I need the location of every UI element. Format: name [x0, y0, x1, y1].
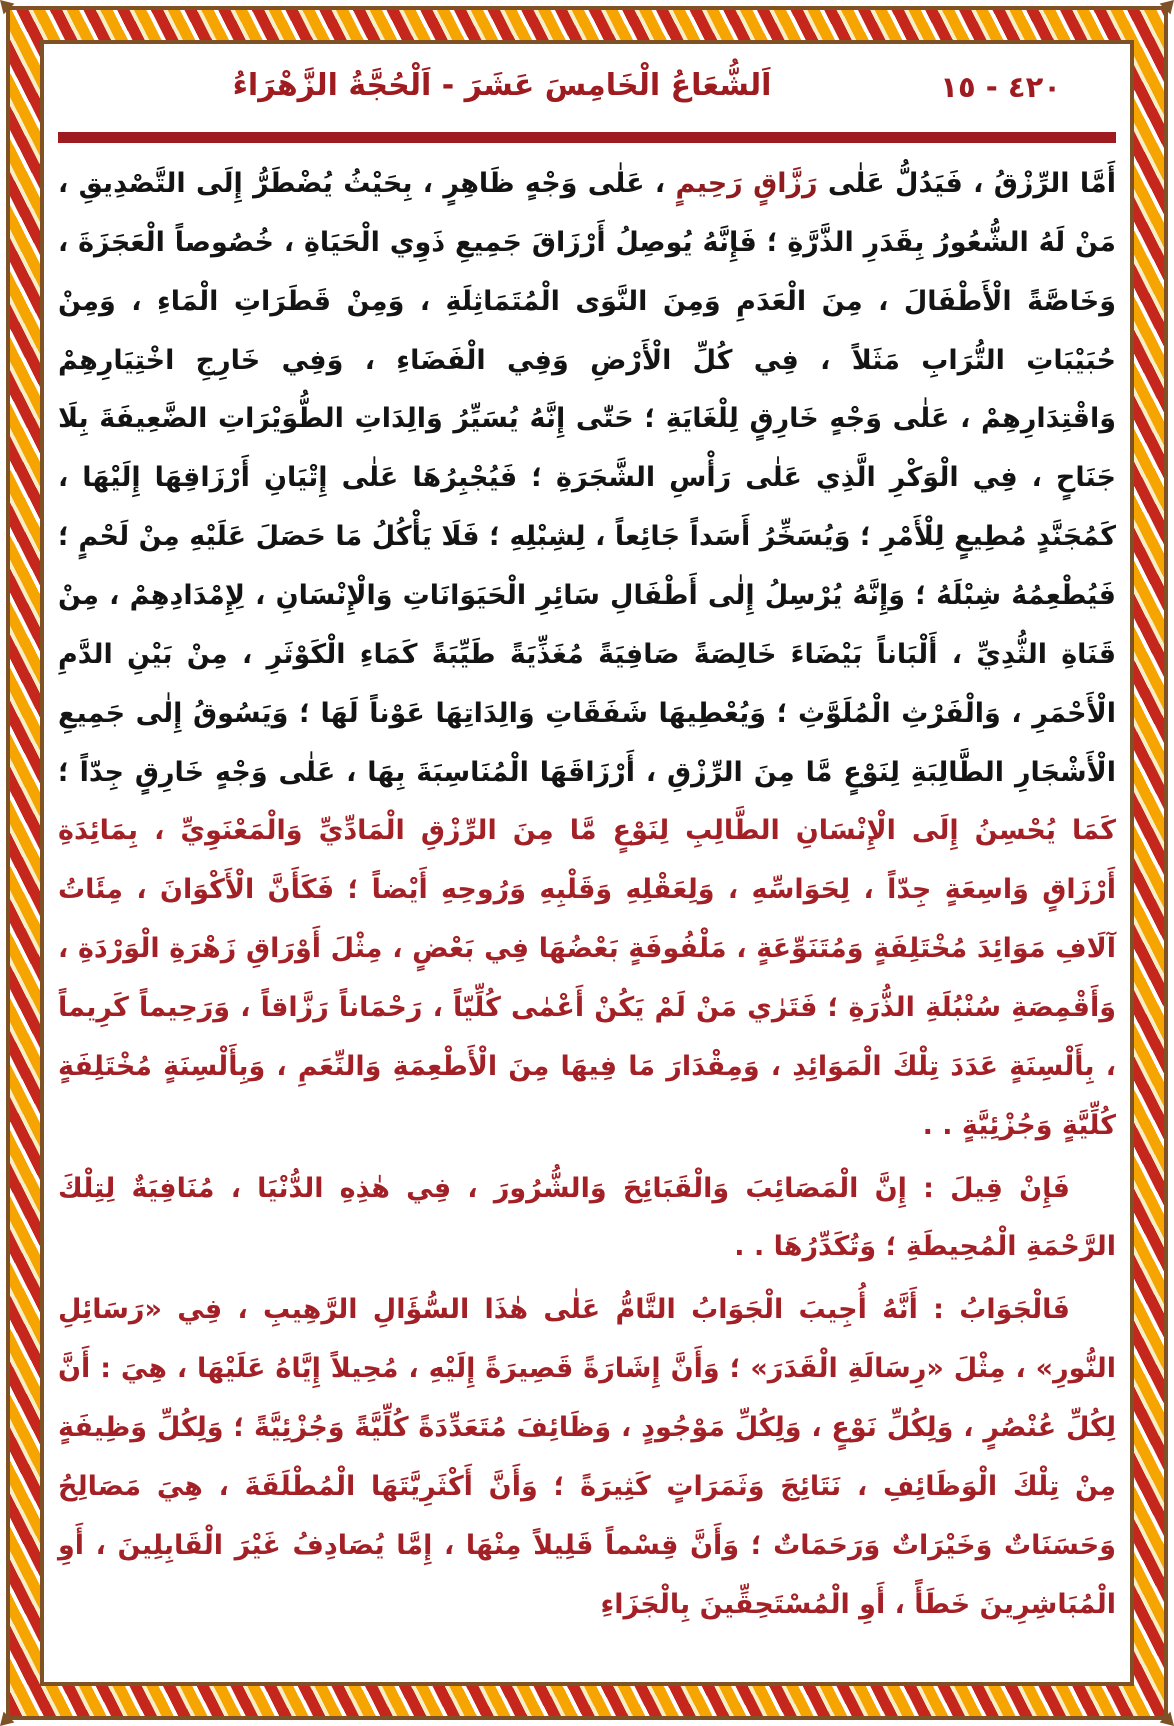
text-segment: فَالْجَوَابُ : أَنَّهُ أُجِيبَ الْجَوَابُ التَّامُّ عَلٰى هٰذَا السُّؤَالِ الرَّهِيبِ ، فِي «رَسَائِلِ النُّورِ» ، مِثْلَ «رِسَالَةِ الْقَدَرَ» ؛ وَأَنَّ إِشَارَةً قَصِيرَةً إِلَيْهِ ، مُحِيلاً إِيَّاهُ عَلَيْهَا ، هِيَ : أَنَّ لِكُلِّ عُنْصُرٍ ، وَلِكُلِّ نَوْعٍ ، وَلِكُلِّ مَوْجُودٍ ، وَظَائِفَ مُتَعَدِّدَةً كُلِّيَّةً وَجُزْئِيَّةً ؛ وَلِكُلِّ وَظِيفَةٍ مِنْ تِلْكَ الْوَظَائِفِ ، نَتَائِجَ وَثَمَرَاتٍ كَثِيرَةً ؛ وَأَنَّ أَكْثَرِيَّتَهَا الْمُطْلَقَةَ ، هِيَ مَصَالِحُ وَحَسَنَاتٌ وَخَيْرَاتٌ وَرَحَمَاتٌ ؛ وَأَنَّ قِسْماً قَلِيلاً مِنْهَا ، إِمَّا يُصَادِفُ غَيْرَ الْقَابِلِينَ ، أَوِ الْمُبَاشِرِينَ خَطَأً ، أَوِ الْمُسْتَحِقِّينَ بِالْجَزَاءِ: [58, 1294, 1116, 1620]
paragraph: [58, 155, 1116, 1156]
text-segment: أَمَّا الرِّزْقُ ، فَيَدُلُّ عَلٰى: [817, 168, 1117, 199]
text-segment: رَزَّاقٍ رَحِيمٍ: [675, 168, 818, 199]
page-number: ٤٢٠ - ١٥: [940, 70, 1061, 104]
paragraph: [58, 1160, 1116, 1278]
page-header: [58, 60, 1116, 126]
page-inner-frame: [40, 40, 1134, 1686]
text-segment: فَإِنْ قِيلَ : إِنَّ الْمَصَائِبَ وَالْقَبَائِحَ وَالشُّرُورَ ، فِي هٰذِهِ الدُّنْيَا ، مُنَافِيَةٌ لِتِلْكَ الرَّحْمَةِ الْمُحِيطَةِ ؛ وَتُكَدِّرُهَا . .: [58, 1172, 1116, 1263]
page-title: اَلشُّعَاعُ الْخَامِسَ عَشَرَ - اَلْحُجَّةُ الزَّهْرَاءُ: [232, 68, 772, 103]
text-segment: ، عَلٰى وَجْهٍ ظَاهِرٍ ، بِحَيْثُ يُضْطَرُّ إِلَى التَّصْدِيقِ ، مَنْ لَهُ الشُّعُورُ بِقَدَرِ الذَّرَّةِ ؛ فَإِنَّهُ يُوصِلُ أَرْزَاقَ جَمِيعِ ذَوِي الْحَيَاةِ ، خُصُوصاً الْعَجَزَةَ ، وَخَاصَّةً الْأَطْفَالَ ، مِنَ الْعَدَمِ وَمِنَ النَّوَى الْمُتَمَاثِلَةِ ، وَمِنْ قَطَرَاتِ الْمَاءِ ، وَمِنْ حُبَيْبَاتِ التُّرَابِ مَثَلاً ، فِي كُلِّ الْأَرْضِ وَفِي الْفَضَاءِ ، وَفِي خَارِجِ اخْتِيَارِهِمْ وَاقْتِدَارِهِمْ ، عَلٰى وَجْهٍ خَارِقٍ لِلْغَايَةِ ؛ حَتّٰى إِنَّهُ يُسَيِّرُ وَالِدَاتِ الطُّوَيْرَاتِ الضَّعِيفَةَ بِلَا جَنَاحٍ ، فِي الْوَكْرِ الَّذِي عَلٰى رَأْسِ الشَّجَرَةِ ؛ فَيُجْبِرُهَا عَلٰى إِتْيَانِ أَرْزَاقِهَا إِلَيْهَا ، كَمُجَنَّدٍ مُطِيعٍ لِلْأَمْرِ ؛ وَيُسَخِّرُ أَسَداً جَائِعاً ، لِشِبْلِهِ ؛ فَلَا يَأْكُلُ مَا حَصَلَ عَلَيْهِ مِنْ لَحْمٍ ؛ فَيُطْعِمُهُ شِبْلَهُ ؛ وَإِنَّهُ يُرْسِلُ إِلٰى أَطْفَالِ سَائِرِ الْحَيَوَانَاتِ وَالْإِنْسَانِ ، لِإِمْدَادِهِمْ ، مِنْ قَنَاةِ الثُّدِيِّ ، أَلْبَاناً بَيْضَاءَ خَالِصَةً صَافِيَةً مُغَذِّيَةً طَيِّبَةً كَمَاءِ الْكَوْثَرِ ، مِنْ بَيْنِ الدَّمِ الْأَحْمَرِ ، وَالْفَرْثِ الْمُلَوَّثِ ؛ وَيُعْطِيهَا شَفَقَاتِ وَالِدَاتِهَا عَوْناً لَهَا ؛ وَيَسُوقُ إِلٰى جَمِيعِ الْأَشْجَارِ الطَّالِبَةِ لِنَوْعٍ مَّا مِنَ الرِّزْقِ ، أَرْزَاقَهَا الْمُنَاسِبَةَ بِهَا ، عَلٰى وَجْهٍ خَارِقٍ جِدّاً ؛: [58, 168, 1116, 788]
paragraph: [58, 1281, 1116, 1634]
text-segment: كَمَا يُحْسِنُ إِلَى الْإِنْسَانِ الطَّالِبِ لِنَوْعٍ مَّا مِنَ الرِّزْقِ الْمَادِّيِّ وَالْمَعْنَوِيِّ ، بِمَائِدَةِ أَرْزَاقٍ وَاسِعَةٍ جِدّاً ، لِحَوَاسِّهِ ، وَلِعَقْلِهِ وَقَلْبِهِ وَرُوحِهِ أَيْضاً ؛ فَكَأَنَّ الْأَكْوَانَ ، مِئَاتُ آلَافِ مَوَائِدَ مُخْتَلِفَةٍ وَمُتَنَوِّعَةٍ ، مَلْفُوفَةٍ بَعْضُهَا فِي بَعْضٍ ، مِثْلَ أَوْرَاقِ زَهْرَةِ الْوَرْدَةِ ، وَأَقْمِصَةِ سُنْبُلَةِ الذُّرَةِ ؛ فَتَرٰي مَنْ لَمْ يَكُنْ أَعْمٰى كُلِّيّاً ، رَحْمَاناً رَزَّاقاً ، وَرَحِيماً كَرِيماً ، بِأَلْسِنَةٍ عَدَدَ تِلْكَ الْمَوَائِدِ ، وَمِقْدَارَ مَا فِيهَا مِنَ الْأَطْعِمَةِ وَالنِّعَمِ ، وَبِأَلْسِنَةٍ مُخْتَلِفَةٍ كُلِّيَّةٍ وَجُزْئِيَّةٍ . .: [58, 815, 1116, 1141]
body-text: [58, 155, 1116, 1634]
header-divider: [58, 132, 1116, 143]
page-content: [44, 44, 1130, 1682]
